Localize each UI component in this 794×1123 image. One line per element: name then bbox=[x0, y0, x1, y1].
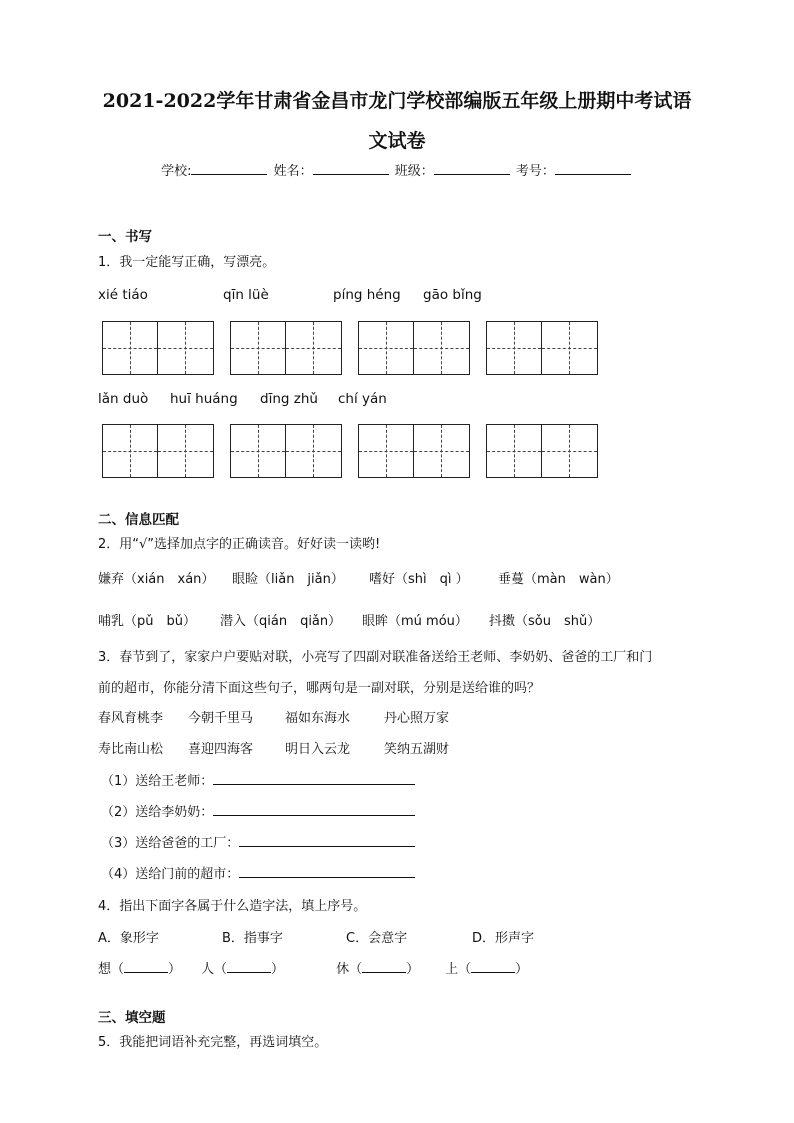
question-1: 1．我一定能写正确，写漂亮。 bbox=[98, 255, 276, 270]
answer-label: （1）送给王老师： bbox=[101, 774, 214, 789]
reading-item[interactable]: 垂蔓（màn wàn） bbox=[498, 572, 619, 587]
pinyin-row-1 bbox=[98, 287, 482, 303]
question-2: 2．用“√”选择加点字的正确读音。好好读一读哟! bbox=[98, 537, 381, 552]
char-close: ） bbox=[168, 962, 182, 977]
section-heading-writing: 一、书写 bbox=[98, 229, 152, 245]
char-close: ） bbox=[406, 962, 420, 977]
couplet-item: 明日入云龙 bbox=[285, 742, 351, 757]
pinyin-item: píng héng bbox=[333, 287, 401, 303]
answer-row-4 bbox=[101, 863, 415, 882]
answer-row-1 bbox=[101, 770, 415, 789]
option-item: B．指事字 bbox=[222, 931, 283, 946]
char-label: 休（ bbox=[336, 962, 363, 977]
reading-item[interactable]: 嫌弃（xián xán） bbox=[98, 572, 215, 587]
answer-blank[interactable] bbox=[213, 803, 415, 816]
reading-item[interactable]: 潜入（qián qiǎn） bbox=[220, 614, 342, 629]
pinyin-item: huī huáng bbox=[170, 391, 238, 407]
q4-options bbox=[98, 927, 534, 946]
answer-blank[interactable] bbox=[239, 834, 415, 847]
writing-grid[interactable] bbox=[230, 424, 342, 478]
writing-grid[interactable] bbox=[102, 424, 214, 478]
reading-item[interactable]: 眼睑（liǎn jiǎn） bbox=[232, 572, 344, 587]
char-close: ） bbox=[271, 962, 285, 977]
section-heading-fill: 三、填空题 bbox=[98, 1010, 166, 1026]
answer-row-3 bbox=[101, 832, 415, 851]
answer-label: （3）送给爸爸的工厂： bbox=[101, 836, 240, 851]
class-blank[interactable] bbox=[434, 161, 510, 175]
writing-grid[interactable] bbox=[102, 321, 214, 375]
question-4: 4．指出下面字各属于什么造字法，填上序号。 bbox=[98, 899, 367, 914]
pinyin-item: lǎn duò bbox=[98, 391, 149, 407]
couplet-item: 喜迎四海客 bbox=[188, 742, 254, 757]
answer-blank[interactable] bbox=[213, 772, 415, 785]
pinyin-item: xié tiáo bbox=[98, 287, 148, 303]
pinyin-item: gāo bǐng bbox=[423, 287, 482, 303]
name-blank[interactable] bbox=[313, 161, 389, 175]
pinyin-item: qīn lüè bbox=[223, 287, 269, 303]
answer-label: （4）送给门前的超市： bbox=[101, 867, 240, 882]
readings-row-1 bbox=[98, 568, 619, 587]
char-label: 人（ bbox=[201, 962, 228, 977]
school-label: 学校: bbox=[161, 164, 192, 179]
school-blank[interactable] bbox=[191, 161, 267, 175]
pinyin-item: chí yán bbox=[338, 391, 387, 407]
section-heading-matching: 二、信息匹配 bbox=[98, 512, 179, 528]
reading-item[interactable]: 眼眸（mú móu） bbox=[362, 614, 468, 629]
option-item: D．形声字 bbox=[472, 931, 535, 946]
question-5: 5．我能把词语补充完整，再选词填空。 bbox=[98, 1035, 328, 1050]
couplet-item: 笑纳五湖财 bbox=[384, 742, 450, 757]
writing-grid[interactable] bbox=[230, 321, 342, 375]
student-info-row bbox=[0, 160, 794, 179]
question-3-line1: 3．春节到了，家家户户要贴对联，小亮写了四副对联准备送给王老师、李奶奶、爸爸的工厂和门 bbox=[98, 650, 653, 665]
pinyin-item: dīng zhǔ bbox=[260, 391, 318, 407]
writing-grid[interactable] bbox=[358, 321, 470, 375]
couplets-row-2 bbox=[98, 738, 449, 757]
writing-grid[interactable] bbox=[486, 424, 598, 478]
couplet-item: 寿比南山松 bbox=[98, 742, 164, 757]
option-item: A．象形字 bbox=[98, 931, 159, 946]
char-blank[interactable] bbox=[362, 960, 406, 973]
reading-item[interactable]: 哺乳（pǔ bǔ） bbox=[98, 614, 196, 629]
couplets-row-1 bbox=[98, 707, 449, 726]
pinyin-row-2 bbox=[98, 391, 387, 407]
name-label: 姓名： bbox=[273, 164, 313, 179]
readings-row-2 bbox=[98, 610, 600, 629]
char-blank[interactable] bbox=[227, 960, 271, 973]
char-blank[interactable] bbox=[471, 960, 515, 973]
couplet-item: 丹心照万家 bbox=[384, 711, 450, 726]
couplet-item: 春风育桃李 bbox=[98, 711, 164, 726]
char-blank[interactable] bbox=[124, 960, 168, 973]
reading-item[interactable]: 嗜好（shì qì ） bbox=[369, 572, 469, 587]
exam-title-line2: 文试卷 bbox=[368, 130, 426, 152]
couplet-item: 福如东海水 bbox=[285, 711, 351, 726]
number-blank[interactable] bbox=[555, 161, 631, 175]
question-3-line2: 前的超市，你能分清下面这些句子，哪两句是一副对联，分别是送给谁的吗？ bbox=[98, 681, 541, 696]
class-label: 班级： bbox=[394, 164, 434, 179]
number-label: 考号： bbox=[515, 164, 555, 179]
couplet-item: 今朝千里马 bbox=[188, 711, 254, 726]
char-label: 想（ bbox=[98, 962, 125, 977]
q4-chars bbox=[98, 958, 528, 977]
option-item: C．会意字 bbox=[346, 931, 408, 946]
reading-item[interactable]: 抖擞（sǒu shǔ） bbox=[489, 614, 601, 629]
answer-blank[interactable] bbox=[239, 865, 415, 878]
exam-title-line1: 2021-2022学年甘肃省金昌市龙门学校部编版五年级上册期中考试语 bbox=[102, 90, 692, 112]
answer-row-2 bbox=[101, 801, 415, 820]
writing-grid[interactable] bbox=[358, 424, 470, 478]
char-close: ） bbox=[515, 962, 529, 977]
answer-label: （2）送给李奶奶： bbox=[101, 805, 214, 820]
char-label: 上（ bbox=[445, 962, 472, 977]
writing-grid[interactable] bbox=[486, 321, 598, 375]
